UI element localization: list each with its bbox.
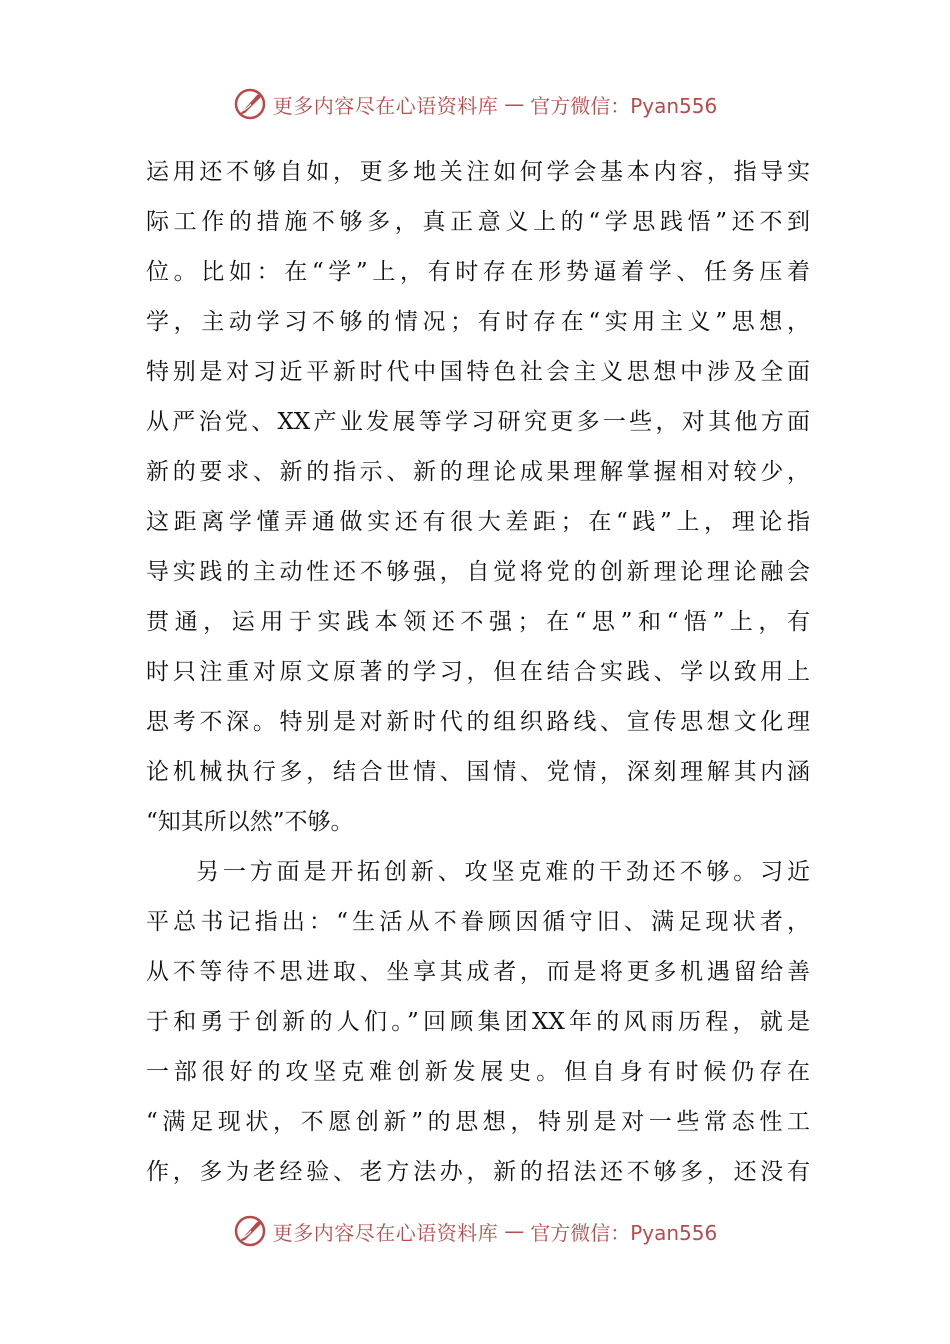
text-line: 导实践的主动性还不够强，自觉将党的创新理论理论融会: [146, 559, 810, 585]
text-line: 位。比如：在“学”上，有时存在形势逼着学、任务压着: [146, 259, 810, 285]
text-line: “满足现状，不愿创新”的思想，特别是对一些常态性工: [146, 1109, 810, 1135]
text-line: 从严治党、XX产业发展等学习研究更多一些，对其他方面: [146, 409, 810, 435]
text-line: 一部很好的攻坚克难创新发展史。但自身有时候仍存在: [146, 1059, 810, 1085]
text-line: 贯通，运用于实践本领还不强；在“思”和“悟”上，有: [146, 609, 810, 635]
banner-wechat: 官方微信：Pyan556: [530, 93, 718, 118]
header-banner: [0, 84, 950, 124]
quill-pen-logo-icon: [233, 87, 267, 121]
text-line: 论机械执行多，结合世情、国情、党情，深刻理解其内涵: [146, 759, 810, 785]
banner-wechat: 官方微信：Pyan556: [530, 1220, 718, 1245]
text-line: 这距离学懂弄通做实还有很大差距；在“践”上，理论指: [146, 509, 810, 535]
text-line: 平总书记指出：“生活从不眷顾因循守旧、满足现状者，: [146, 909, 810, 935]
text-line: 运用还不够自如，更多地关注如何学会基本内容，指导实: [146, 159, 810, 185]
text-line: 新的要求、新的指示、新的理论成果理解掌握相对较少，: [146, 459, 810, 485]
text-line: 思考不深。特别是对新时代的组织路线、宣传思想文化理: [146, 709, 810, 735]
banner-title: 更多内容尽在心语资料库: [272, 1220, 499, 1245]
text-line: 于和勇于创新的人们。”回顾集团XX年的风雨历程，就是: [146, 1009, 810, 1035]
paragraph-start-line: 另一方面是开拓创新、攻坚克难的干劲还不够。习近: [196, 859, 810, 885]
text-line: “知其所以然”不够。: [146, 809, 354, 835]
text-line: 时只注重对原文原著的学习，但在结合实践、学以致用上: [146, 659, 810, 685]
banner-separator: —: [504, 92, 525, 116]
footer-banner: [0, 1211, 950, 1251]
banner-title: 更多内容尽在心语资料库: [272, 93, 499, 118]
text-line: 作，多为老经验、老方法办，新的招法还不够多，还没有: [146, 1159, 810, 1185]
banner-separator: —: [504, 1219, 525, 1243]
text-line: 特别是对习近平新时代中国特色社会主义思想中涉及全面: [146, 359, 810, 385]
text-line: 学，主动学习不够的情况；有时存在“实用主义”思想，: [146, 309, 810, 335]
text-line: 从不等待不思进取、坐享其成者，而是将更多机遇留给善: [146, 959, 810, 985]
document-body: [146, 147, 810, 1197]
quill-pen-logo-icon: [233, 1214, 267, 1248]
text-line: 际工作的措施不够多，真正意义上的“学思践悟”还不到: [146, 209, 810, 235]
